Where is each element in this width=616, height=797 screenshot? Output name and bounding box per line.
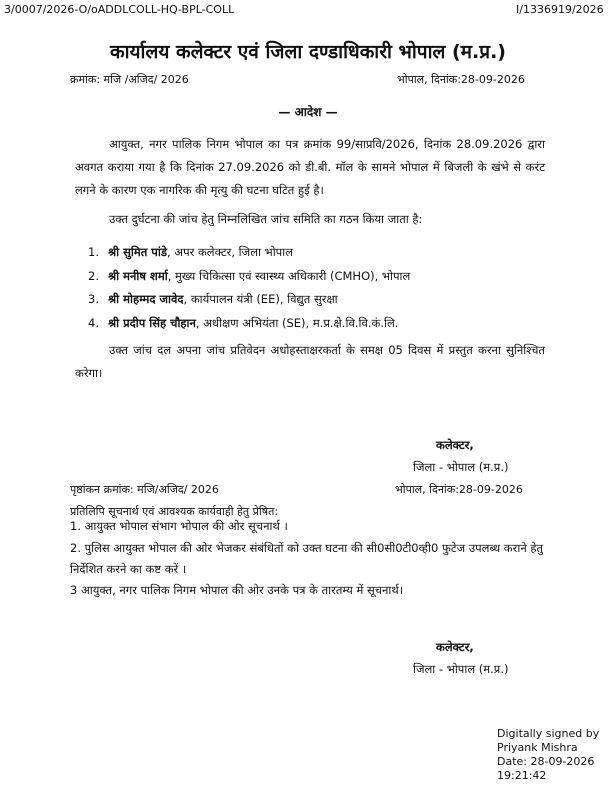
member-role: , मुख्य चिकित्सा एवं स्वास्थ्य अधिकारी (CMHO), भोपाल (167, 268, 411, 283)
member-name: श्री सुमित पांडे (108, 245, 167, 259)
signature-1-designation: कलेक्टर, (436, 438, 474, 452)
order-paragraph-1 (75, 133, 545, 202)
copy-item-1: 1. आयुक्त भोपाल संभाग भोपाल की ओर सूचनार्थ । (70, 519, 288, 533)
digital-signature-time: 19:21:42 (497, 769, 547, 782)
order-number: क्रमांक: मजि /अजिद/ 2026 (70, 73, 189, 86)
committee-member (88, 265, 410, 289)
signature-2-office: जिला - भोपाल (म.प्र.) (413, 662, 509, 676)
member-number: 3. (88, 292, 99, 306)
order-paragraph-2 (75, 208, 545, 231)
endorsement-number: पृष्ठांकन क्रमांक: मजि/अजिद/ 2026 (70, 483, 219, 496)
signature-1-office: जिला - भोपाल (म.प्र.) (413, 460, 509, 474)
file-reference-right: I/1336919/2026 (516, 3, 604, 16)
copy-item-2: 2. पुलिस आयुक्त भोपाल की ओर भेजकर संबंधितों को उक्त घटना की सी0सी0टी0व्ही0 फुटेज उपलब्ध कराने हेतु निर्देशित करने का कष्ट करें । (70, 541, 544, 576)
paragraph-2-text: उक्त दुर्घटना की जांच हेतु निम्नलिखित जांच समिति का गठन किया जाता है: (109, 212, 423, 226)
member-role: , कार्यपालन यंत्री (EE), विद्युत सुरक्षा (183, 292, 338, 306)
order-date: भोपाल, दिनांक:28-09-2026 (397, 73, 525, 86)
paragraph-1-text: आयुक्त, नगर पालिक निगम भोपाल का पत्र क्रमांक 99/साप्रवि/2026, दिनांक 28.09.2026 द्वारा अवगत कराया गया है कि दिनांक 27.09.2026 को डी.बी. मॉल के सामने भोपाल में बिजली के खंभे से करंट लगने के कारण एक नागरिक की मृत्यु की घटना घटित हुई है। (75, 137, 545, 197)
committee-member (88, 312, 410, 336)
member-number: 2. (88, 268, 99, 283)
member-name: श्री प्रदीप सिंह चौहान (108, 315, 196, 330)
digital-signature-block (497, 727, 599, 783)
order-heading: — आदेश — (278, 105, 338, 119)
member-name: श्री मनीष शर्मा (108, 268, 168, 283)
endorsement-date: भोपाल, दिनांक:28-09-2026 (395, 483, 523, 496)
office-title: कार्यालय कलेक्टर एवं जिला दण्डाधिकारी भोपाल (म.प्र.) (110, 41, 506, 63)
committee-member (88, 288, 410, 312)
copy-intro: प्रतिलिपि सूचनार्थ एवं आवश्यक कार्यवाही हेतु प्रेषित: (70, 505, 279, 518)
member-role: , अधीक्षण अभियंता (SE), म.प्र.क्षे.वि.वि.कं.लि. (195, 315, 399, 330)
paragraph-3-text: उक्त जांच दल अपना जांच प्रतिवेदन अधोहस्ताक्षरकर्ता के समक्ष 05 दिवस में प्रस्तुत करना सुनिश्चित करेगा। (75, 343, 545, 380)
member-number: 4. (88, 315, 99, 330)
committee-member-list (88, 241, 410, 335)
file-reference-left: 3/0007/2026-O/oADDLCOLL-HQ-BPL-COLL (4, 3, 235, 16)
copy-item-3: 3 आयुक्त, नगर पालिक निगम भोपाल की ओर उनके पत्र के तारतम्य में सूचनार्थ। (70, 583, 404, 597)
digital-signature-date: Date: 28-09-2026 (497, 755, 595, 768)
member-role: , अपर कलेक्टर, जिला भोपाल (166, 245, 293, 259)
digital-signature-signer: Priyank Mishra (497, 741, 578, 754)
digital-signature-line: Digitally signed by (497, 727, 600, 740)
committee-member (88, 241, 410, 265)
member-number: 1. (88, 245, 99, 259)
order-paragraph-3 (75, 339, 545, 385)
member-name: श्री मोहम्मद जावेद (108, 292, 184, 306)
signature-2-designation: कलेक्टर, (436, 640, 474, 654)
